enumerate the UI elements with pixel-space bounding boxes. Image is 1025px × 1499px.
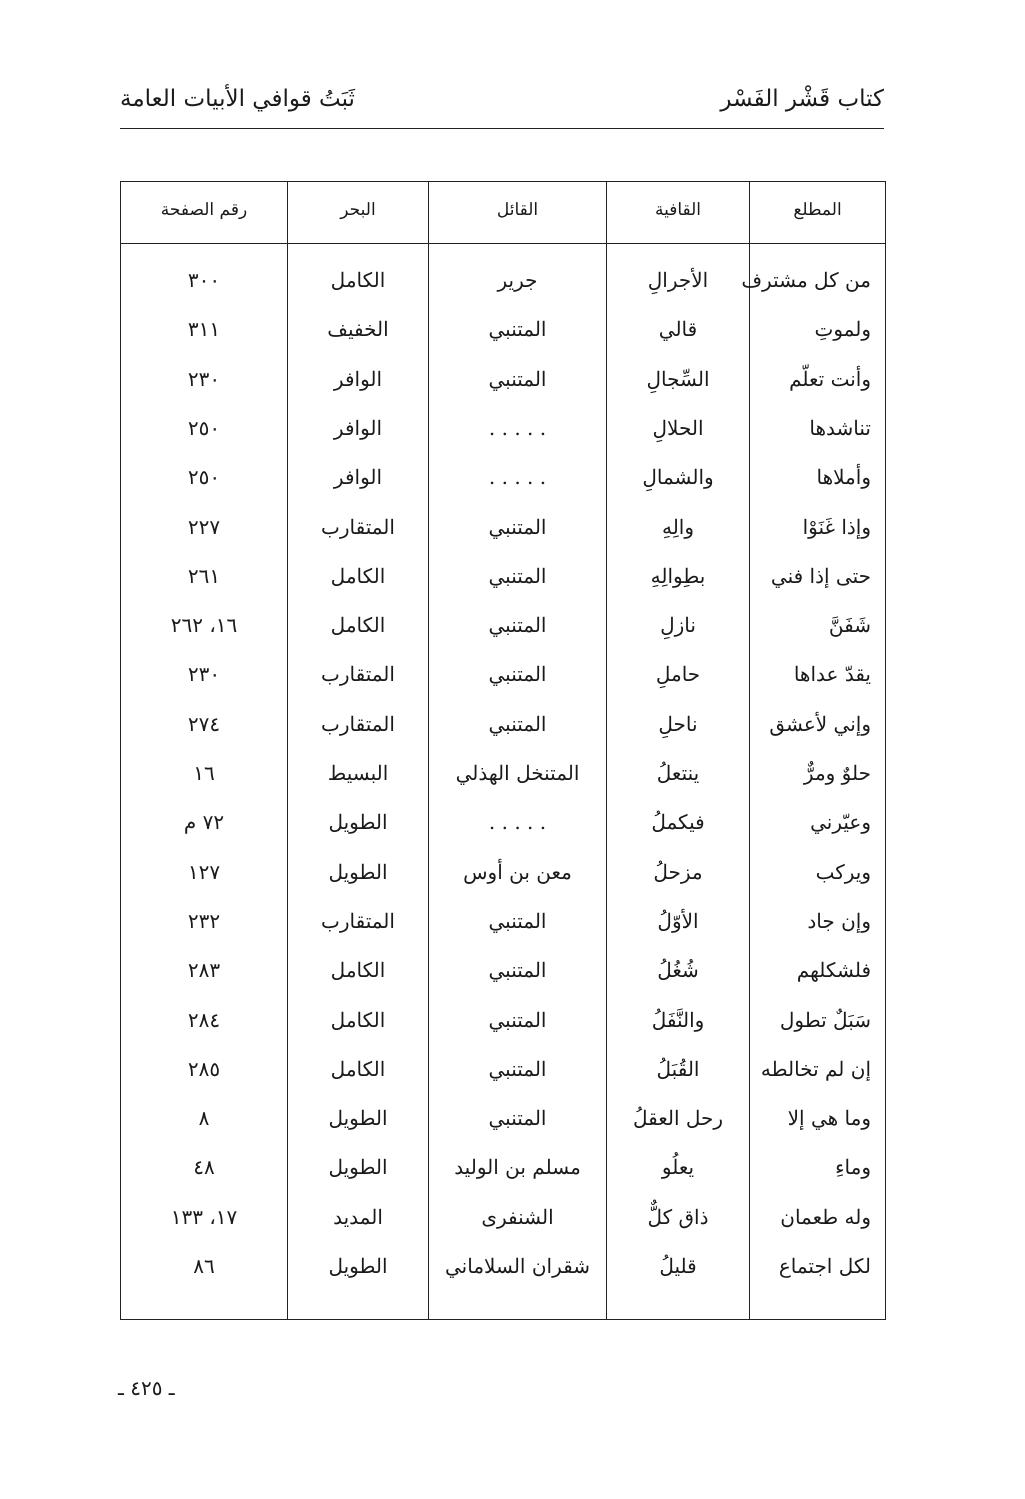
cell-opening: وإذا غَنَوْا xyxy=(802,514,871,539)
cell-meter: الطويل xyxy=(328,1106,388,1131)
cell-rhyme: والشمالِ xyxy=(642,465,714,490)
header-divider xyxy=(121,243,885,244)
cell-poet: المتنبي xyxy=(488,1056,547,1081)
table-row xyxy=(121,798,885,847)
cell-rhyme: نازلِ xyxy=(660,613,696,638)
cell-poet: المتنبي xyxy=(488,908,547,933)
cell-rhyme: الحلالِ xyxy=(652,415,704,440)
cell-poet: المتنبي xyxy=(488,1007,547,1032)
cell-opening: وماءِ xyxy=(835,1155,871,1180)
table-row xyxy=(121,601,885,650)
cell-poet: . . . . . xyxy=(488,810,547,835)
cell-meter: المتقارب xyxy=(321,711,395,736)
table-row xyxy=(121,650,885,699)
cell-page: ٢٣٢ xyxy=(187,908,221,933)
cell-opening: تناشدها xyxy=(809,415,871,440)
cell-opening: شَفَنَّ xyxy=(828,613,871,638)
table-row xyxy=(121,700,885,749)
cell-meter: الطويل xyxy=(328,1155,388,1180)
table-row xyxy=(121,305,885,354)
table-row xyxy=(121,256,885,305)
header-rule xyxy=(120,128,884,129)
cell-rhyme: الأوّلُ xyxy=(657,908,699,933)
cell-opening: سَبَلٌ تطول xyxy=(779,1007,871,1032)
cell-rhyme: شُغُلُ xyxy=(657,958,699,983)
column-header-opening: المطلع xyxy=(793,200,842,220)
table-row xyxy=(121,355,885,404)
cell-opening: وأملاها xyxy=(816,465,871,490)
cell-poet: الشنفرى xyxy=(481,1204,554,1229)
table-row xyxy=(121,897,885,946)
table-row xyxy=(121,453,885,502)
cell-meter: الخفيف xyxy=(327,317,389,342)
cell-poet: المتنبي xyxy=(488,317,547,342)
cell-opening: وإني لأعشق xyxy=(769,711,871,736)
cell-meter: الكامل xyxy=(330,1007,386,1032)
cell-meter: الوافر xyxy=(333,465,383,490)
cell-opening: حلوٌ ومرٌّ xyxy=(803,761,871,785)
cell-rhyme: والنَّفَلُ xyxy=(651,1007,705,1032)
table-row xyxy=(121,996,885,1045)
cell-rhyme: قالي xyxy=(658,317,698,342)
cell-meter: الكامل xyxy=(330,613,386,638)
cell-page: ٧٢ م xyxy=(183,810,225,835)
cell-opening: ولموتِ xyxy=(814,317,871,342)
cell-rhyme: قليلُ xyxy=(659,1254,697,1278)
cell-opening: يقدّ عداها xyxy=(793,662,871,687)
cell-poet: المتنبي xyxy=(488,514,547,539)
cell-poet: المتنبي xyxy=(488,711,547,736)
table-row xyxy=(121,946,885,995)
table-row xyxy=(121,1242,885,1291)
cell-poet: معن بن أوس xyxy=(463,859,572,884)
cell-rhyme: بطِوالِهِ xyxy=(650,563,706,588)
cell-page: ٢٥٠ xyxy=(187,465,221,490)
cell-opening: وعيّرني xyxy=(810,810,871,835)
cell-rhyme: القُبَلُ xyxy=(656,1056,700,1081)
cell-rhyme: ينتعلُ xyxy=(656,761,700,785)
cell-opening: وله طعمان xyxy=(780,1204,871,1229)
cell-meter: الوافر xyxy=(333,415,383,440)
cell-meter: الكامل xyxy=(330,958,386,983)
table-row xyxy=(121,1143,885,1192)
cell-rhyme: ناحلِ xyxy=(658,711,698,736)
cell-poet: . . . . . xyxy=(488,415,547,440)
column-header-page: رقم الصفحة xyxy=(160,200,248,220)
table-row xyxy=(121,749,885,798)
table-row xyxy=(121,1193,885,1242)
cell-poet: مسلم بن الوليد xyxy=(454,1155,581,1180)
table-row xyxy=(121,1045,885,1094)
page-number: ـ ٤٢٥ ـ xyxy=(118,1376,175,1400)
cell-poet: المتنخل الهذلي xyxy=(455,761,580,785)
cell-meter: الطويل xyxy=(328,1254,388,1278)
cell-meter: المتقارب xyxy=(321,662,395,687)
cell-meter: الكامل xyxy=(330,268,386,292)
cell-poet: المتنبي xyxy=(488,563,547,588)
cell-page: ١٦ xyxy=(193,761,215,785)
table-row xyxy=(121,503,885,552)
cell-opening: من كل مشترف xyxy=(741,268,871,292)
table-row xyxy=(121,552,885,601)
cell-page: ٨٦ xyxy=(193,1254,215,1278)
cell-opening: حتى إذا فني xyxy=(770,563,871,588)
cell-page: ٨ xyxy=(198,1106,210,1131)
cell-poet: جرير xyxy=(497,268,538,292)
cell-page: ٢٨٤ xyxy=(187,1007,221,1032)
cell-page: ١٢٧ xyxy=(187,859,221,884)
cell-rhyme: حاملِ xyxy=(655,662,701,687)
cell-meter: الطويل xyxy=(328,859,388,884)
cell-meter: الطويل xyxy=(328,810,388,835)
cell-page: ٢٧٤ xyxy=(187,711,221,736)
cell-opening: لكل اجتماع xyxy=(778,1254,871,1278)
cell-rhyme: السِّجالِ xyxy=(646,366,710,391)
cell-opening: وأنت تعلّم xyxy=(789,366,871,391)
cell-page: ٤٨ xyxy=(193,1155,215,1180)
running-header xyxy=(120,86,884,126)
cell-page: ٢٣٠ xyxy=(187,366,221,391)
column-header-meter: البحر xyxy=(340,200,376,220)
cell-page: ٣٠٠ xyxy=(187,268,221,292)
cell-opening: فلشكلهم xyxy=(796,958,871,983)
column-header-rhyme: القافية xyxy=(654,200,702,220)
table-row xyxy=(121,404,885,453)
cell-opening: إن لم تخالطه xyxy=(760,1056,871,1081)
cell-page: ١٦، ٢٦٢ xyxy=(170,613,238,638)
cell-poet: المتنبي xyxy=(488,613,547,638)
cell-rhyme: مزحلُ xyxy=(653,859,703,884)
cell-opening: ويركب xyxy=(815,859,871,884)
cell-meter: البسيط xyxy=(327,761,389,785)
cell-rhyme: رحل العقلُ xyxy=(632,1106,724,1131)
cell-rhyme: فيكملُ xyxy=(651,810,705,835)
cell-page: ٢٥٠ xyxy=(187,415,221,440)
table-row xyxy=(121,848,885,897)
cell-page: ٣١١ xyxy=(187,317,221,342)
section-title: ثَبَتُ قوافي الأبيات العامة xyxy=(120,86,355,112)
cell-rhyme: ذاق كلٌّ xyxy=(647,1204,709,1229)
cell-poet: المتنبي xyxy=(488,662,547,687)
cell-meter: المتقارب xyxy=(321,514,395,539)
cell-opening: وإن جاد xyxy=(807,908,871,933)
cell-rhyme: يعلُو xyxy=(661,1155,695,1180)
cell-poet: المتنبي xyxy=(488,1106,547,1131)
cell-poet: المتنبي xyxy=(488,958,547,983)
cell-page: ١٧، ١٣٣ xyxy=(170,1204,238,1229)
cell-page: ٢٨٥ xyxy=(187,1056,221,1081)
table-row xyxy=(121,1094,885,1143)
book-title: كتاب قَشْر الفَسْر xyxy=(720,86,884,112)
cell-rhyme: الأجرالِ xyxy=(647,268,709,292)
cell-meter: المتقارب xyxy=(321,908,395,933)
cell-poet: شقران السلاماني xyxy=(445,1254,590,1278)
cell-opening: وما هي إلا xyxy=(787,1106,871,1131)
cell-meter: الكامل xyxy=(330,563,386,588)
cell-poet: . . . . . xyxy=(488,465,547,490)
cell-page: ٢٣٠ xyxy=(187,662,221,687)
cell-meter: المديد xyxy=(333,1204,383,1229)
cell-meter: الوافر xyxy=(333,366,383,391)
cell-page: ٢٢٧ xyxy=(187,514,221,539)
column-header-poet: القائل xyxy=(496,200,539,220)
cell-page: ٢٨٣ xyxy=(187,958,221,983)
cell-rhyme: والِهِ xyxy=(661,514,695,539)
cell-poet: المتنبي xyxy=(488,366,547,391)
cell-meter: الكامل xyxy=(330,1056,386,1081)
rhymes-table xyxy=(120,181,886,1320)
cell-page: ٢٦١ xyxy=(187,563,221,588)
